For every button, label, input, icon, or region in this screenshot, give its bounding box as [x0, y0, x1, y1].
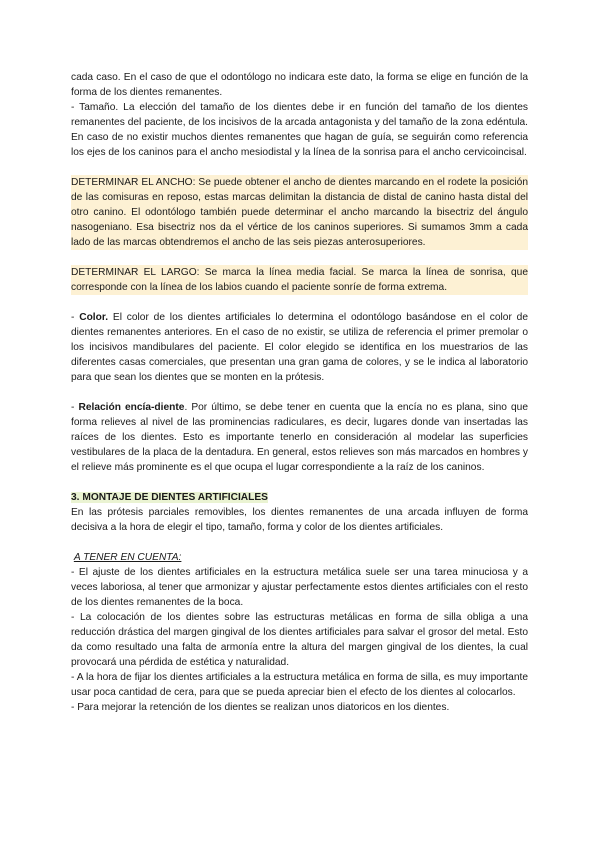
paragraph-determinar-largo: DETERMINAR EL LARGO: Se marca la línea media facial. Se marca la línea de sonrisa, que corresponde con la línea de los labios cuando el paciente sonríe de forma extrema. [71, 267, 528, 293]
bullet-ajuste: - El ajuste de los dientes artificiales en la estructura metálica suele ser una tarea minuciosa y a veces laboriosa, al tener que armonizar y ajustar perfectamente estos dientes artificiales con el resto de los dientes remanentes de la boca. [71, 567, 528, 608]
paragraph-tamano: - Tamaño. La elección del tamaño de los dientes debe ir en función del tamaño de los dientes remanentes del paciente, de los incisivos de la arcada antagonista y del tamaño de la zona edéntula. En caso de no existir muchos dientes remanentes que hagan de guía, se seguirán como referencia los ejes de los caninos para el ancho mesiodistal y la línea de la sonrisa para el ancho cervicoincisal. [71, 102, 528, 158]
tener-heading [71, 550, 528, 565]
tener-heading-text: A TENER EN CUENTA: [73, 552, 182, 563]
relacion-text: . Por último, se debe tener en cuenta que la encía no es plana, sino que forma relieves al nivel de las prominencias radiculares, es decir, lugares donde van insertadas las raíces de los dientes. Esto es importante tenerlo en consideración al modelar las superficies vestibulares de la placa de la dentadura. En general, estos relieves son más marcados en hombres y el relieve más prominente es el que ocupa el lugar correspondiente a la raíz de los caninos. [71, 402, 528, 473]
section-intro: En las prótesis parciales removibles, los dientes remanentes de una arcada influyen de forma decisiva a la hora de elegir el tipo, tamaño, forma y color de los dientes artificiales. [71, 507, 528, 533]
relacion-prefix: - [71, 402, 79, 413]
section-title [71, 490, 528, 505]
section-title-text: 3. MONTAJE DE DIENTES ARTIFICIALES [71, 492, 268, 503]
paragraph-color [71, 310, 528, 385]
color-text: El color de los dientes artificiales lo determina el odontólogo basándose en el color de dientes remanentes anteriores. En el caso de no existir, se utiliza de referencia el primer premolar o los incisivos mandibulares del paciente. El color elegido se identifica en los muestrarios de las diferentes casas comerciales, que presentan una gran gama de colores, y se le indica al laboratorio para que sean los dientes que se monten en la prótesis. [71, 312, 528, 383]
color-label: Color. [79, 312, 109, 323]
relacion-label: Relación encía-diente [78, 402, 185, 413]
color-prefix: - [71, 312, 80, 323]
document-page [71, 70, 528, 715]
bullet-colocacion: - La colocación de los dientes sobre las estructuras metálicas en forma de silla obliga a una reducción drástica del margen gingival de los dientes artificiales para salvar el grosor del metal. Esto da como resultado una falta de armonía entre la altura del margen gingival de los dientes, la cual provocará una pérdida de estética y naturalidad. [71, 612, 528, 668]
bullet-retencion: - Para mejorar la retención de los dientes se realizan unos diatoricos en los dientes. [71, 702, 450, 713]
bullet-fijar: - A la hora de fijar los dientes artificiales a la estructura metálica en forma de silla, es muy importante usar poca cantidad de cera, para que se pueda apreciar bien el efecto de los dientes al colocarlos. [71, 672, 528, 698]
paragraph-forma-end: cada caso. En el caso de que el odontólogo no indicara este dato, la forma se elige en función de la forma de los dientes remanentes. [71, 72, 528, 98]
paragraph-determinar-ancho: DETERMINAR EL ANCHO: Se puede obtener el ancho de dientes marcando en el rodete la posición de las comisuras en reposo, estas marcas delimitan la distancia de distal de canino hasta distal del otro canino. El odontólogo también puede determinar el ancho marcando la bisectriz del ángulo nasogeniano. Esa bisectriz nos da el vértice de los caninos superiores. Si sumamos 3mm a cada lado de las marcas obtendremos el ancho de las seis piezas anterosuperiores. [71, 177, 528, 248]
paragraph-relacion [71, 400, 528, 475]
